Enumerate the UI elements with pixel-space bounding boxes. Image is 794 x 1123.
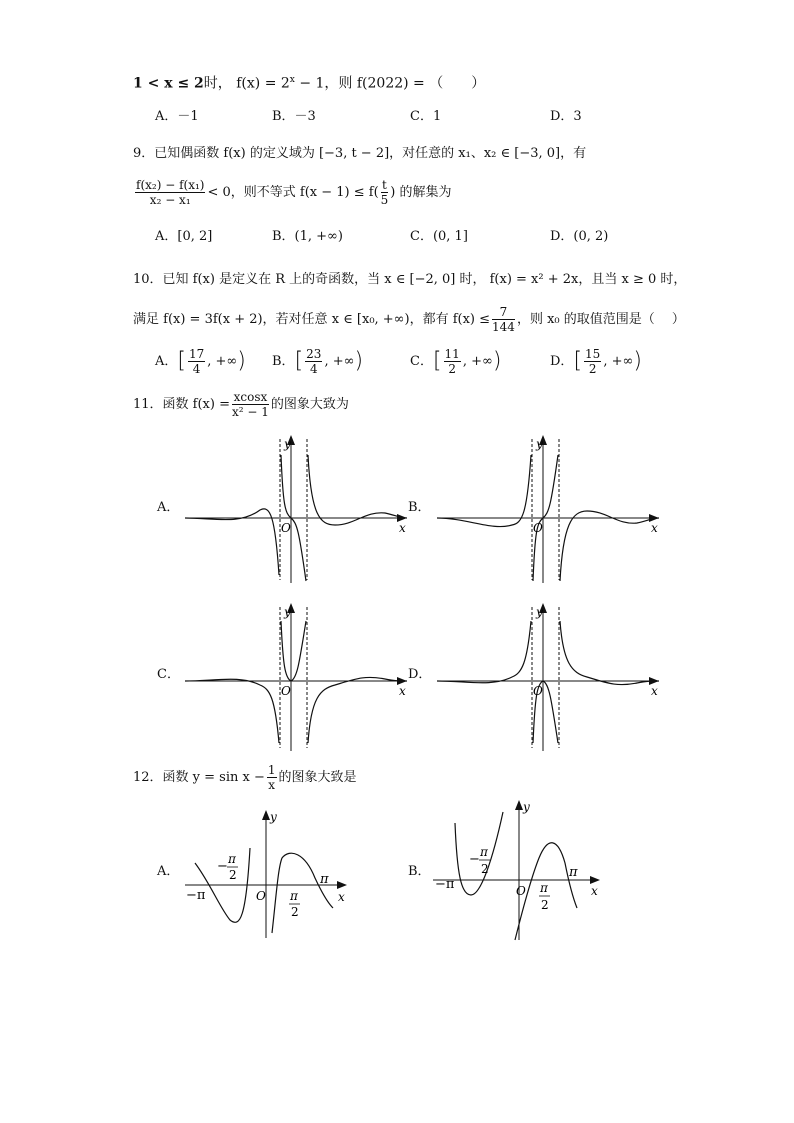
q8-stem (133, 72, 485, 92)
q12-a-neg-pi: −π (186, 888, 206, 903)
q11-graph-b[interactable] (437, 435, 662, 585)
q8-option-d[interactable]: D．3 (550, 109, 582, 124)
q9-line1: 9．已知偶函数 f(x) 的定义域为 [−3, t − 2]，对任意的 x₁、x₂ ∈ [−3, 0]，有 (133, 146, 587, 161)
q12-b-y-label: y (523, 800, 530, 814)
q11-a-y-label: y (284, 437, 291, 451)
q10-option-c[interactable] (410, 345, 501, 379)
q10-line2a: 满足 f(x) = 3f(x + 2)，若对任意 x ∈ [x₀, +∞)，都有 f(x) ≤ (133, 312, 491, 327)
q12-b-neg-half-minus: − (469, 852, 480, 867)
q11-graph-a[interactable] (185, 435, 410, 585)
q12-graph-a[interactable] (180, 808, 360, 943)
q12-b-neg-pi: −π (435, 877, 455, 892)
q12-label-a[interactable]: A． (157, 864, 180, 879)
q10-b-den: 4 (309, 362, 318, 376)
q11-d-origin: O (533, 684, 543, 698)
q12-label-b[interactable]: B． (408, 864, 431, 879)
q11-b-origin: O (533, 521, 543, 535)
q10-d-den: 2 (588, 362, 597, 376)
q11-b-y-label: y (536, 437, 543, 451)
q12-b-half-num: π (540, 881, 548, 895)
q10-b-tail: , +∞ (324, 354, 355, 369)
q8-exp: x (289, 75, 295, 85)
q11-den: x² − 1 (232, 405, 269, 419)
q10-d-frac (584, 347, 601, 376)
q11-suffix: 的图象大致为 (270, 397, 349, 412)
q12-b-origin: O (516, 884, 526, 898)
q10-d-tail: , +∞ (603, 354, 634, 369)
q11-prefix: 11．函数 f(x) = (133, 397, 230, 412)
q9-frac-num: f(x₂) − f(x₁) (136, 178, 205, 192)
q9-line2 (133, 176, 452, 210)
q8-condition: 1 < x ≤ 2 (133, 75, 204, 92)
q12-stem (133, 761, 357, 795)
q10-a-label: A． (155, 354, 178, 369)
q12-a-half-den: 2 (291, 905, 299, 919)
q11-c-x-label: x (399, 684, 406, 698)
q11-label-d[interactable]: D． (408, 667, 432, 682)
q8-func: f(x) = 2 (236, 75, 290, 92)
q12-b-x-label: x (591, 884, 598, 898)
q8-option-c[interactable]: C．1 (410, 109, 442, 124)
q10-frac-den: 144 (492, 320, 515, 334)
q11-label-b[interactable]: B． (408, 500, 431, 515)
q10-d-num: 15 (585, 347, 601, 361)
q10-line1: 10．已知 f(x) 是定义在 R 上的奇函数，当 x ∈ [−2, 0] 时， f(x) = x² + 2x，且当 x ≥ 0 时， (133, 272, 687, 287)
q11-fraction (232, 390, 269, 419)
q12-num: 1 (267, 763, 276, 777)
bracket-left-icon: [ (573, 348, 583, 374)
q9-frac-den: x₂ − x₁ (149, 193, 191, 207)
q10-c-den: 2 (448, 362, 456, 376)
q12-a-half-num: π (290, 889, 298, 903)
q10-b-label: B． (272, 354, 295, 369)
q12-a-pi: π (320, 872, 329, 887)
q12-fraction (267, 763, 277, 792)
q9-line2a: < 0，则不等式 f(x − 1) ≤ f( (207, 185, 379, 200)
q11-a-x-label: x (399, 521, 406, 535)
q9-fraction (135, 178, 205, 207)
q9-t-den: 5 (380, 193, 389, 207)
q10-line2 (133, 303, 685, 337)
q12-a-neg-half-den: 2 (229, 868, 237, 882)
q12-b-neg-half-num: π (480, 845, 488, 859)
q10-c-label: C． (410, 354, 433, 369)
q11-a-origin: O (281, 521, 291, 535)
q12-b-half-den: 2 (541, 898, 549, 912)
q10-option-b[interactable] (272, 345, 363, 379)
q10-d-label: D． (550, 354, 574, 369)
q9-option-a[interactable]: A．[0, 2] (155, 229, 213, 244)
q12-b-neg-half-den: 2 (481, 862, 489, 876)
q9-option-c[interactable]: C．(0, 1] (410, 229, 468, 244)
bracket-left-icon: [ (432, 348, 442, 374)
q9-option-b[interactable]: B．(1, +∞) (272, 229, 343, 244)
q11-label-a[interactable]: A． (157, 500, 180, 515)
q11-graph-d[interactable] (437, 603, 662, 753)
q8-tail: − 1，则 f(2022) = （ ） (294, 75, 486, 92)
q8-option-b[interactable]: B．－3 (272, 109, 316, 124)
q10-line2b: ，则 x₀ 的取值范围是（ ） (516, 312, 685, 327)
q11-num: xcosx (233, 390, 268, 404)
paren-right-icon: ) (354, 348, 364, 374)
q9-option-d[interactable]: D．(0, 2) (550, 229, 609, 244)
q12-a-y-label: y (270, 810, 277, 824)
q10-option-a[interactable] (155, 345, 246, 379)
bracket-left-icon: [ (294, 348, 304, 374)
q10-c-frac (444, 347, 461, 376)
q10-frac-num: 7 (492, 305, 515, 320)
q11-b-x-label: x (651, 521, 658, 535)
q12-den: x (268, 778, 276, 792)
q10-b-num: 23 (306, 347, 322, 361)
q11-stem (133, 388, 349, 422)
bracket-left-icon: [ (177, 348, 186, 374)
q9-t-fraction (381, 178, 389, 207)
q12-a-x-label: x (338, 890, 345, 904)
q8-when: 时， (203, 75, 232, 92)
q10-fraction (492, 305, 515, 334)
q11-d-x-label: x (651, 684, 658, 698)
q11-c-origin: O (281, 684, 291, 698)
q12-prefix: 12．函数 y = sin x − (133, 770, 265, 785)
paren-right-icon: ) (237, 348, 246, 374)
q12-b-pi: π (569, 865, 578, 880)
q10-b-frac (305, 347, 322, 376)
q10-a-num: 17 (188, 347, 205, 361)
q8-option-a[interactable]: A．－1 (155, 109, 199, 124)
q10-a-tail: , +∞ (207, 354, 238, 369)
q12-a-neg-half-minus: − (217, 859, 228, 874)
q11-graph-c[interactable] (185, 603, 410, 753)
q9-line2b: ) 的解集为 (390, 185, 452, 200)
q10-c-num: 11 (444, 347, 460, 361)
q10-option-d[interactable] (550, 345, 642, 379)
q12-a-origin: O (256, 889, 266, 903)
paren-right-icon: ) (492, 348, 502, 374)
q12-a-neg-half-num: π (228, 852, 236, 866)
q9-t-num: t (382, 178, 387, 192)
q10-a-frac (188, 347, 205, 376)
q11-c-y-label: y (284, 605, 291, 619)
q10-c-tail: , +∞ (462, 354, 493, 369)
q11-label-c[interactable]: C． (157, 667, 180, 682)
paren-right-icon: ) (633, 348, 642, 374)
q12-suffix: 的图象大致是 (278, 770, 357, 785)
q11-d-y-label: y (536, 605, 543, 619)
q12-graph-b[interactable] (433, 798, 613, 943)
q10-a-den: 4 (192, 362, 201, 376)
